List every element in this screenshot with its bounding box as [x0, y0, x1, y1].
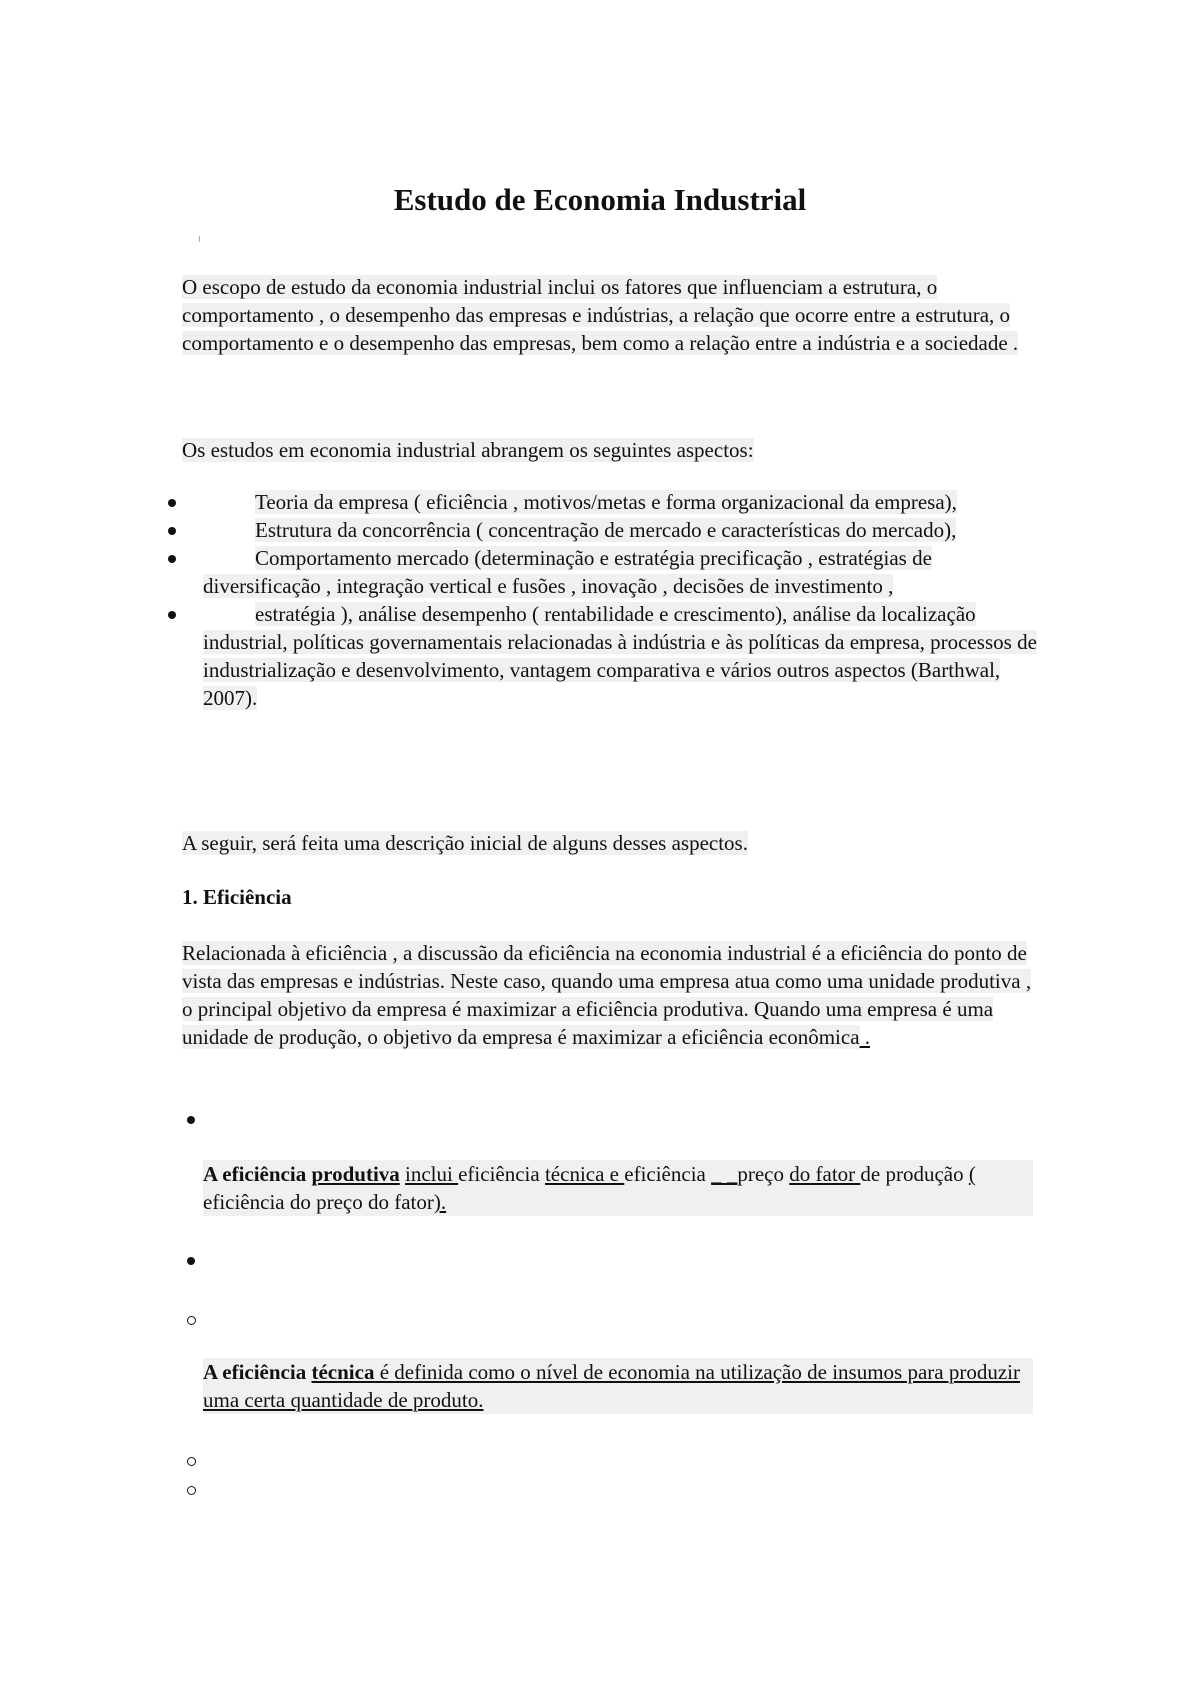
aspect-text: estratégia ), análise desempenho ( rentabilidade e crescimento), análise da localização industrial, políticas governamentais relacionadas à indústria e às políticas da empresa, processos de industrialização e desenvolvimento, vantagem comparativa e vários outros aspectos (Barthwal, 2007). [203, 602, 1037, 710]
document-title: Estudo de Economia Industrial [393, 182, 807, 217]
text-segment: eficiência [458, 1162, 545, 1186]
underlined-segment: ( [968, 1162, 976, 1186]
technical-term: técnica [311, 1360, 375, 1384]
list-item [0, 544, 1200, 600]
list-item [0, 488, 1200, 516]
circle-bullet-icon [187, 1486, 196, 1495]
bullet-icon [168, 611, 176, 619]
section-heading: 1. Eficiência [182, 885, 292, 909]
aspect-text: Estrutura da concorrência ( concentração de mercado e características do mercado), [255, 518, 957, 542]
text-segment: de produção [860, 1162, 969, 1186]
aspects-list [0, 488, 1200, 712]
text-segment: preço [737, 1162, 790, 1186]
aspects-intro-text: Os estudos em economia industrial abrangem os seguintes aspectos: [182, 438, 754, 462]
efficiency-tail: . [859, 1025, 871, 1049]
underlined-segment: _ _ [711, 1162, 738, 1186]
technical-efficiency-item [203, 1358, 1033, 1414]
aspect-text: Teoria da empresa ( eficiência , motivos/metas e forma organizacional da empresa), [255, 490, 957, 514]
intro-text: O escopo de estudo da economia industrial inclui os fatores que influenciam a estrutura, o comportamento , o desempenho das empresas e indústrias, a relação que ocorre entre a estrutura, o comportamento e o desempenho das empresas, bem como a relação entre a indústria e a sociedade . [182, 275, 1019, 355]
circle-bullet-icon [187, 1316, 196, 1325]
circle-bullet-icon [187, 1457, 196, 1466]
text-segment: eficiência do preço do fator [203, 1190, 434, 1214]
underlined-segment: ). [433, 1190, 447, 1214]
next-paragraph [182, 829, 1042, 857]
aspects-intro [182, 436, 1042, 464]
intro-paragraph [182, 273, 1042, 357]
bullet-icon [168, 527, 176, 535]
underlined-segment: do fator [789, 1162, 861, 1186]
efficiency-paragraph [182, 939, 1042, 1051]
underlined-segment: inclui [405, 1162, 459, 1186]
technical-definition: é definida como o nível de economia na utilização de insumos para produzir uma certa quantidade de produto. [203, 1360, 1020, 1412]
productive-term: produtiva [311, 1162, 400, 1186]
next-text: A seguir, será feita uma descrição inicial de alguns desses aspectos. [182, 831, 748, 855]
technical-lead: A eficiência [203, 1360, 312, 1384]
bullet-icon [168, 499, 176, 507]
productive-efficiency-item [203, 1160, 1033, 1216]
bullet-icon [168, 555, 176, 563]
stray-mark [199, 236, 200, 242]
productive-lead: A eficiência [203, 1162, 312, 1186]
list-item [0, 516, 1200, 544]
list-item [0, 600, 1200, 712]
underlined-segment: técnica e [544, 1162, 625, 1186]
aspect-text: Comportamento mercado (determinação e estratégia precificação , estratégias de diversificação , integração vertical e fusões , inovação , decisões de investimento , [203, 546, 932, 598]
text-segment: eficiência [624, 1162, 712, 1186]
efficiency-text: Relacionada à eficiência , a discussão da eficiência na economia industrial é a eficiência do ponto de vista das empresas e indústrias. Neste caso, quando uma empresa atua como uma unidade produtiva , o principal objetivo da empresa é maximizar a eficiência produtiva. Quando uma empresa é uma unidade de produção, o objetivo da empresa é maximizar a eficiência econômica [182, 941, 1032, 1049]
bullet-icon [187, 1257, 195, 1265]
bullet-icon [187, 1116, 195, 1124]
